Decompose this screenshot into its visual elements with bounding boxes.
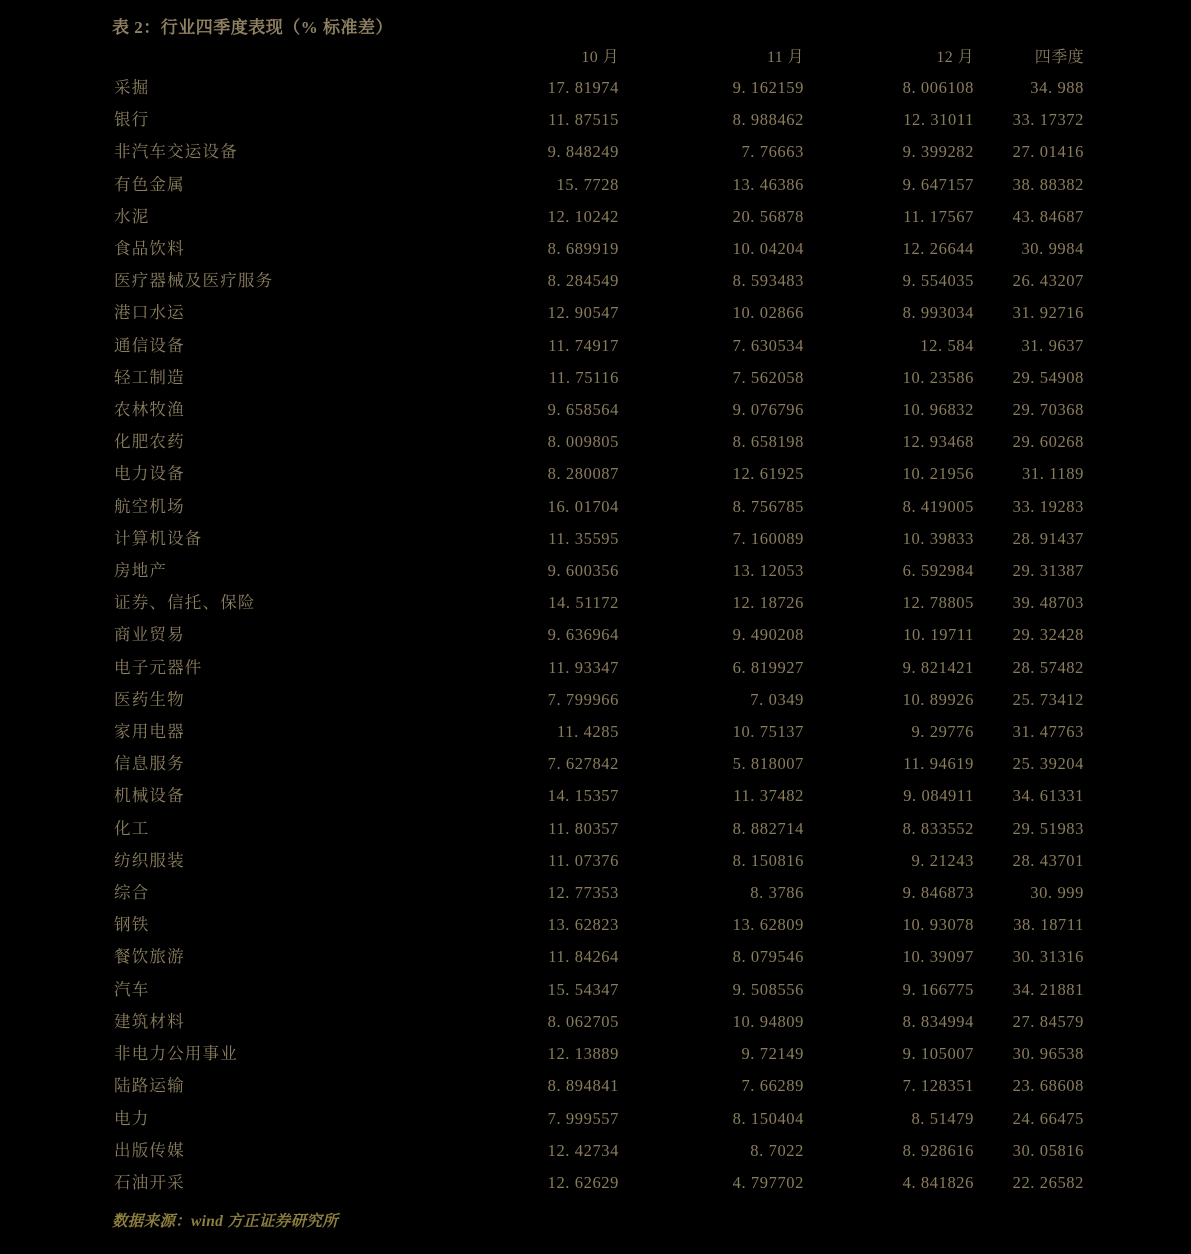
q4-value-cell: 28. 57482 [1012, 657, 1084, 677]
q4-value-cell: 27. 84579 [1012, 1011, 1084, 1031]
nov-value-cell: 13. 46386 [732, 174, 804, 194]
dec-value-cell: 9. 105007 [902, 1044, 974, 1064]
industry-name-cell: 电子元器件 [114, 657, 203, 677]
nov-value-cell: 7. 160089 [732, 528, 804, 548]
table-row [112, 297, 1084, 329]
industry-name-cell: 商业贸易 [114, 625, 185, 645]
dec-value-cell: 9. 166775 [902, 979, 974, 999]
source-note: 数据来源：wind 方正证券研究所 [112, 1213, 338, 1231]
nov-value-cell: 10. 94809 [732, 1011, 804, 1031]
dec-value-cell: 10. 23586 [902, 367, 974, 387]
dec-value-cell: 7. 128351 [902, 1076, 974, 1096]
oct-value-cell: 12. 13889 [547, 1044, 619, 1064]
oct-value-cell: 12. 42734 [547, 1140, 619, 1160]
industry-name-cell: 航空机场 [114, 496, 185, 516]
oct-value-cell: 9. 658564 [547, 400, 619, 420]
oct-value-cell: 12. 77353 [547, 883, 619, 903]
table-header [112, 44, 1084, 72]
industry-name-cell: 有色金属 [114, 174, 185, 194]
nov-value-cell: 8. 150404 [732, 1108, 804, 1128]
industry-name-cell: 出版传媒 [114, 1140, 185, 1160]
dec-value-cell: 9. 399282 [902, 142, 974, 162]
table-row [112, 458, 1084, 490]
industry-name-cell: 采掘 [114, 78, 150, 97]
nov-value-cell: 8. 756785 [732, 496, 804, 516]
nov-value-cell: 12. 61925 [732, 464, 804, 484]
oct-value-cell: 12. 10242 [547, 206, 619, 226]
oct-value-cell: 8. 280087 [547, 464, 619, 484]
q4-value-cell: 28. 43701 [1012, 850, 1084, 870]
oct-value-cell: 9. 600356 [547, 561, 619, 581]
nov-value-cell: 8. 988462 [732, 110, 804, 130]
oct-value-cell: 12. 90547 [547, 303, 619, 323]
table-row [112, 780, 1084, 812]
q4-value-cell: 29. 70368 [1012, 400, 1084, 420]
dec-value-cell: 8. 993034 [902, 303, 974, 323]
industry-name-cell: 非汽车交运设备 [114, 142, 238, 162]
table-row [112, 169, 1084, 201]
industry-name-cell: 轻工制造 [114, 367, 185, 387]
nov-value-cell: 4. 797702 [732, 1172, 804, 1192]
oct-value-cell: 15. 7728 [556, 174, 619, 194]
oct-value-cell: 14. 51172 [548, 593, 619, 613]
dec-value-cell: 12. 78805 [902, 593, 974, 613]
nov-value-cell: 8. 593483 [732, 271, 804, 291]
nov-value-cell: 7. 562058 [732, 367, 804, 387]
table-row [112, 233, 1084, 265]
industry-name-cell: 房地产 [114, 561, 168, 581]
dec-value-cell: 8. 928616 [902, 1140, 974, 1160]
table-row [112, 394, 1084, 426]
table-row [112, 362, 1084, 394]
column-header-industry [112, 44, 464, 72]
oct-value-cell: 16. 01704 [547, 496, 619, 516]
dec-value-cell: 12. 93468 [902, 432, 974, 452]
oct-value-cell: 11. 75116 [548, 367, 619, 387]
nov-value-cell: 7. 76663 [741, 142, 804, 162]
q4-value-cell: 28. 91437 [1012, 528, 1084, 548]
q4-value-cell: 22. 26582 [1012, 1172, 1084, 1192]
nov-value-cell: 8. 882714 [732, 818, 804, 838]
dec-value-cell: 9. 29776 [911, 722, 974, 742]
oct-value-cell: 11. 84264 [548, 947, 619, 967]
industry-name-cell: 石油开采 [114, 1172, 185, 1192]
dec-value-cell: 8. 006108 [902, 78, 974, 97]
industry-name-cell: 电力设备 [114, 464, 185, 484]
oct-value-cell: 7. 627842 [547, 754, 619, 774]
dec-value-cell: 12. 31011 [903, 110, 974, 130]
table-row [112, 72, 1084, 104]
industry-name-cell: 通信设备 [114, 335, 185, 355]
dec-value-cell: 10. 21956 [902, 464, 974, 484]
column-header-nov: 11 月 [766, 49, 804, 66]
dec-value-cell: 10. 93078 [902, 915, 974, 935]
table-row [112, 136, 1084, 168]
dec-value-cell: 9. 554035 [902, 271, 974, 291]
nov-value-cell: 10. 02866 [732, 303, 804, 323]
nov-value-cell: 8. 079546 [732, 947, 804, 967]
table-row [112, 330, 1084, 362]
q4-value-cell: 33. 17372 [1012, 110, 1084, 130]
table-row [112, 684, 1084, 716]
industry-name-cell: 医疗器械及医疗服务 [114, 271, 274, 291]
q4-value-cell: 31. 47763 [1012, 722, 1084, 742]
dec-value-cell: 11. 17567 [903, 206, 974, 226]
table-row [112, 201, 1084, 233]
dec-value-cell: 11. 94619 [903, 754, 974, 774]
table-row [112, 877, 1084, 909]
dec-value-cell: 8. 419005 [902, 496, 974, 516]
dec-value-cell: 10. 39833 [902, 528, 974, 548]
nov-value-cell: 8. 658198 [732, 432, 804, 452]
table-row [112, 941, 1084, 973]
q4-value-cell: 30. 31316 [1012, 947, 1084, 967]
dec-value-cell: 9. 647157 [902, 174, 974, 194]
table-row [112, 1103, 1084, 1135]
oct-value-cell: 12. 62629 [547, 1172, 619, 1192]
table-row [112, 1070, 1084, 1102]
q4-value-cell: 24. 66475 [1012, 1108, 1084, 1128]
nov-value-cell: 11. 37482 [733, 786, 804, 806]
table-row [112, 748, 1084, 780]
dec-value-cell: 8. 834994 [902, 1011, 974, 1031]
nov-value-cell: 7. 630534 [732, 335, 804, 355]
q4-value-cell: 30. 999 [1030, 883, 1084, 903]
industry-name-cell: 综合 [114, 883, 150, 903]
oct-value-cell: 8. 689919 [547, 239, 619, 259]
table-row [112, 652, 1084, 684]
table-row [112, 587, 1084, 619]
dec-value-cell: 10. 39097 [902, 947, 974, 967]
oct-value-cell: 9. 848249 [547, 142, 619, 162]
q4-value-cell: 25. 73412 [1012, 689, 1084, 709]
nov-value-cell: 6. 819927 [732, 657, 804, 677]
table-row [112, 1167, 1084, 1199]
oct-value-cell: 7. 799966 [547, 689, 619, 709]
oct-value-cell: 14. 15357 [547, 786, 619, 806]
nov-value-cell: 7. 0349 [750, 689, 804, 709]
dec-value-cell: 10. 96832 [902, 400, 974, 420]
q4-value-cell: 31. 1189 [1022, 464, 1084, 484]
table-row [112, 716, 1084, 748]
dec-value-cell: 10. 19711 [903, 625, 974, 645]
oct-value-cell: 13. 62823 [547, 915, 619, 935]
q4-value-cell: 34. 61331 [1012, 786, 1084, 806]
table-row [112, 974, 1084, 1006]
q4-value-cell: 29. 32428 [1012, 625, 1084, 645]
table-row [112, 1006, 1084, 1038]
q4-value-cell: 33. 19283 [1012, 496, 1084, 516]
industry-name-cell: 银行 [114, 110, 150, 130]
q4-value-cell: 27. 01416 [1012, 142, 1084, 162]
industry-name-cell: 汽车 [114, 979, 150, 999]
nov-value-cell: 8. 7022 [750, 1140, 804, 1160]
table-header-row [112, 44, 1084, 72]
oct-value-cell: 7. 999557 [547, 1108, 619, 1128]
column-header-dec: 12 月 [936, 49, 974, 66]
dec-value-cell: 12. 584 [920, 335, 974, 355]
q4-value-cell: 38. 18711 [1013, 915, 1084, 935]
industry-name-cell: 机械设备 [114, 786, 185, 806]
nov-value-cell: 12. 18726 [732, 593, 804, 613]
oct-value-cell: 8. 894841 [547, 1076, 619, 1096]
oct-value-cell: 17. 81974 [547, 78, 619, 97]
industry-name-cell: 港口水运 [114, 303, 185, 323]
industry-name-cell: 纺织服装 [114, 850, 185, 870]
nov-value-cell: 9. 508556 [732, 979, 804, 999]
q4-value-cell: 25. 39204 [1012, 754, 1084, 774]
dec-value-cell: 9. 21243 [911, 850, 974, 870]
dec-value-cell: 9. 846873 [902, 883, 974, 903]
industry-name-cell: 电力 [114, 1108, 150, 1128]
column-header-q4: 四季度 [1034, 49, 1084, 66]
oct-value-cell: 11. 87515 [548, 110, 619, 130]
nov-value-cell: 13. 62809 [732, 915, 804, 935]
q4-value-cell: 34. 988 [1030, 78, 1084, 97]
oct-value-cell: 8. 062705 [547, 1011, 619, 1031]
table-row [112, 265, 1084, 297]
oct-value-cell: 11. 93347 [548, 657, 619, 677]
nov-value-cell: 7. 66289 [741, 1076, 804, 1096]
nov-value-cell: 9. 72149 [741, 1044, 804, 1064]
q4-value-cell: 38. 88382 [1012, 174, 1084, 194]
page-title: 表 2：行业四季度表现（% 标准差） [112, 18, 393, 37]
table-row [112, 619, 1084, 651]
dec-value-cell: 12. 26644 [902, 239, 974, 259]
dec-value-cell: 6. 592984 [902, 561, 974, 581]
q4-value-cell: 29. 31387 [1012, 561, 1084, 581]
industry-name-cell: 农林牧渔 [114, 400, 185, 420]
table-row [112, 523, 1084, 555]
q4-value-cell: 29. 54908 [1012, 367, 1084, 387]
oct-value-cell: 11. 4285 [557, 722, 619, 742]
q4-value-cell: 30. 05816 [1012, 1140, 1084, 1160]
oct-value-cell: 9. 636964 [547, 625, 619, 645]
table-row [112, 555, 1084, 587]
nov-value-cell: 5. 818007 [732, 754, 804, 774]
industry-name-cell: 家用电器 [114, 722, 185, 742]
nov-value-cell: 9. 076796 [732, 400, 804, 420]
column-header-oct: 10 月 [581, 49, 619, 66]
table-row [112, 813, 1084, 845]
q4-value-cell: 34. 21881 [1012, 979, 1084, 999]
industry-quarter-performance-table [112, 44, 1084, 1199]
q4-value-cell: 30. 96538 [1012, 1044, 1084, 1064]
table-row [112, 1135, 1084, 1167]
q4-value-cell: 29. 51983 [1012, 818, 1084, 838]
table-row [112, 909, 1084, 941]
industry-name-cell: 证券、信托、保险 [114, 593, 256, 613]
nov-value-cell: 9. 162159 [732, 78, 804, 97]
table-body [112, 72, 1084, 1199]
industry-name-cell: 化肥农药 [114, 432, 185, 452]
q4-value-cell: 31. 92716 [1012, 303, 1084, 323]
oct-value-cell: 11. 35595 [548, 528, 619, 548]
nov-value-cell: 13. 12053 [732, 561, 804, 581]
nov-value-cell: 20. 56878 [732, 206, 804, 226]
industry-name-cell: 计算机设备 [114, 528, 203, 548]
q4-value-cell: 43. 84687 [1012, 206, 1084, 226]
industry-name-cell: 信息服务 [114, 754, 185, 774]
table-row [112, 1038, 1084, 1070]
dec-value-cell: 9. 084911 [903, 786, 974, 806]
industry-name-cell: 水泥 [114, 206, 150, 226]
dec-value-cell: 8. 51479 [911, 1108, 974, 1128]
nov-value-cell: 8. 150816 [732, 850, 804, 870]
table-row [112, 491, 1084, 523]
oct-value-cell: 8. 009805 [547, 432, 619, 452]
nov-value-cell: 9. 490208 [732, 625, 804, 645]
nov-value-cell: 8. 3786 [750, 883, 804, 903]
nov-value-cell: 10. 04204 [732, 239, 804, 259]
oct-value-cell: 15. 54347 [547, 979, 619, 999]
table-row [112, 104, 1084, 136]
q4-value-cell: 23. 68608 [1012, 1076, 1084, 1096]
nov-value-cell: 10. 75137 [732, 722, 804, 742]
dec-value-cell: 4. 841826 [902, 1172, 974, 1192]
industry-name-cell: 医药生物 [114, 689, 185, 709]
q4-value-cell: 31. 9637 [1021, 335, 1084, 355]
industry-name-cell: 钢铁 [114, 915, 150, 935]
industry-name-cell: 建筑材料 [114, 1011, 185, 1031]
oct-value-cell: 8. 284549 [547, 271, 619, 291]
dec-value-cell: 10. 89926 [902, 689, 974, 709]
industry-name-cell: 陆路运输 [114, 1076, 185, 1096]
industry-name-cell: 非电力公用事业 [114, 1044, 238, 1064]
oct-value-cell: 11. 07376 [548, 850, 619, 870]
q4-value-cell: 29. 60268 [1012, 432, 1084, 452]
industry-name-cell: 食品饮料 [114, 239, 185, 259]
table-row [112, 426, 1084, 458]
dec-value-cell: 8. 833552 [902, 818, 974, 838]
table-row [112, 845, 1084, 877]
industry-name-cell: 化工 [114, 818, 150, 838]
industry-name-cell: 餐饮旅游 [114, 947, 185, 967]
dec-value-cell: 9. 821421 [902, 657, 974, 677]
q4-value-cell: 39. 48703 [1012, 593, 1084, 613]
oct-value-cell: 11. 74917 [548, 335, 619, 355]
q4-value-cell: 30. 9984 [1021, 239, 1084, 259]
oct-value-cell: 11. 80357 [548, 818, 619, 838]
q4-value-cell: 26. 43207 [1012, 271, 1084, 291]
